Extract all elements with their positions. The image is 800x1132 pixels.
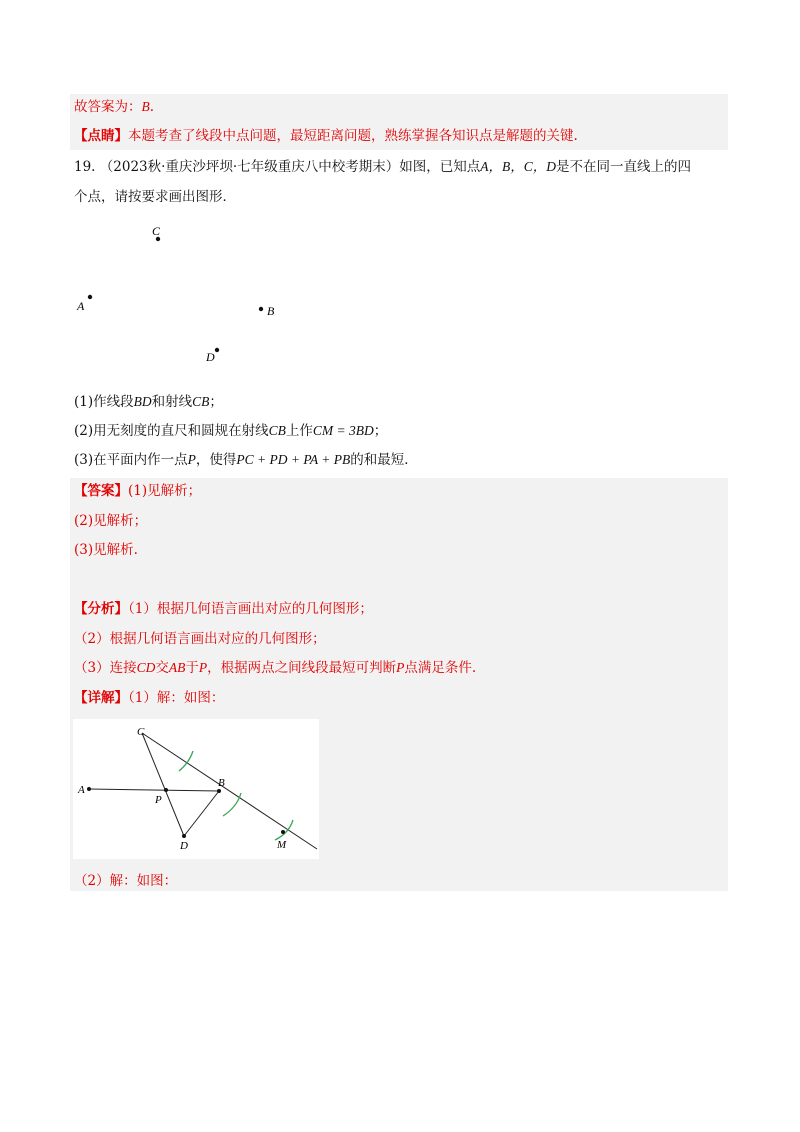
analysis-1: 【分析】（1）根据几何语言画出对应的几何图形； <box>74 601 373 617</box>
detail-tag: 【详解】 <box>74 690 128 706</box>
point-d <box>182 834 186 838</box>
point-m <box>281 830 285 834</box>
answer-3: (3)见解析. <box>74 542 138 558</box>
point-b <box>217 789 221 793</box>
point-p <box>164 788 168 792</box>
problem-line-1: 19. （2023秋·重庆沙坪坝·七年级重庆八中校考期末）如图，已知点A，B，C，D是不在同一直线上的四 <box>74 159 691 175</box>
answer-1: 【答案】(1)见解析； <box>74 483 202 499</box>
point-b <box>259 307 263 311</box>
label-m: M <box>277 839 287 851</box>
label-p: P <box>155 794 162 806</box>
label-b: B <box>267 304 275 318</box>
label-d: D <box>206 350 215 364</box>
label-d: D <box>180 840 188 852</box>
figure-construction <box>73 719 319 859</box>
detail-1: 【详解】（1）解：如图： <box>74 690 225 706</box>
point-d <box>215 348 219 352</box>
point-a <box>87 787 91 791</box>
problem-number: 19. <box>74 159 96 175</box>
detail-2: （2）解：如图： <box>74 873 178 889</box>
analysis-tag: 【分析】 <box>74 601 128 617</box>
answer-line: 故答案为：B. <box>74 99 155 115</box>
label-b: B <box>218 777 225 789</box>
question-2: (2)用无刻度的直尺和圆规在射线CB上作CM = 3BD； <box>74 423 388 439</box>
analysis-2: （2）根据几何语言画出对应的几何图形； <box>74 631 326 647</box>
point-a <box>88 295 92 299</box>
label-c: C <box>152 224 161 238</box>
figure-points <box>70 220 310 370</box>
comment-tag: 【点睛】 <box>74 128 128 144</box>
answer-2: (2)见解析； <box>74 513 148 529</box>
answer-tag: 【答案】 <box>74 483 128 499</box>
label-c: C <box>137 726 145 738</box>
comment-line: 【点睛】本题考查了线段中点问题，最短距离问题，熟练掌握各知识点是解题的关键. <box>74 128 578 144</box>
label-a: A <box>77 299 85 313</box>
problem-source: （2023秋·重庆沙坪坝·七年级重庆八中校考期末） <box>99 159 400 175</box>
problem-line-2: 个点，请按要求画出图形． <box>74 189 236 205</box>
question-3: (3)在平面内作一点P，使得PC + PD + PA + PB的和最短． <box>74 452 418 468</box>
label-a: A <box>78 784 85 796</box>
question-1: (1)作线段BD和射线CB； <box>74 394 223 410</box>
analysis-3: （3）连接CD交AB于P，根据两点之间线段最短可判断P点满足条件. <box>74 660 477 676</box>
